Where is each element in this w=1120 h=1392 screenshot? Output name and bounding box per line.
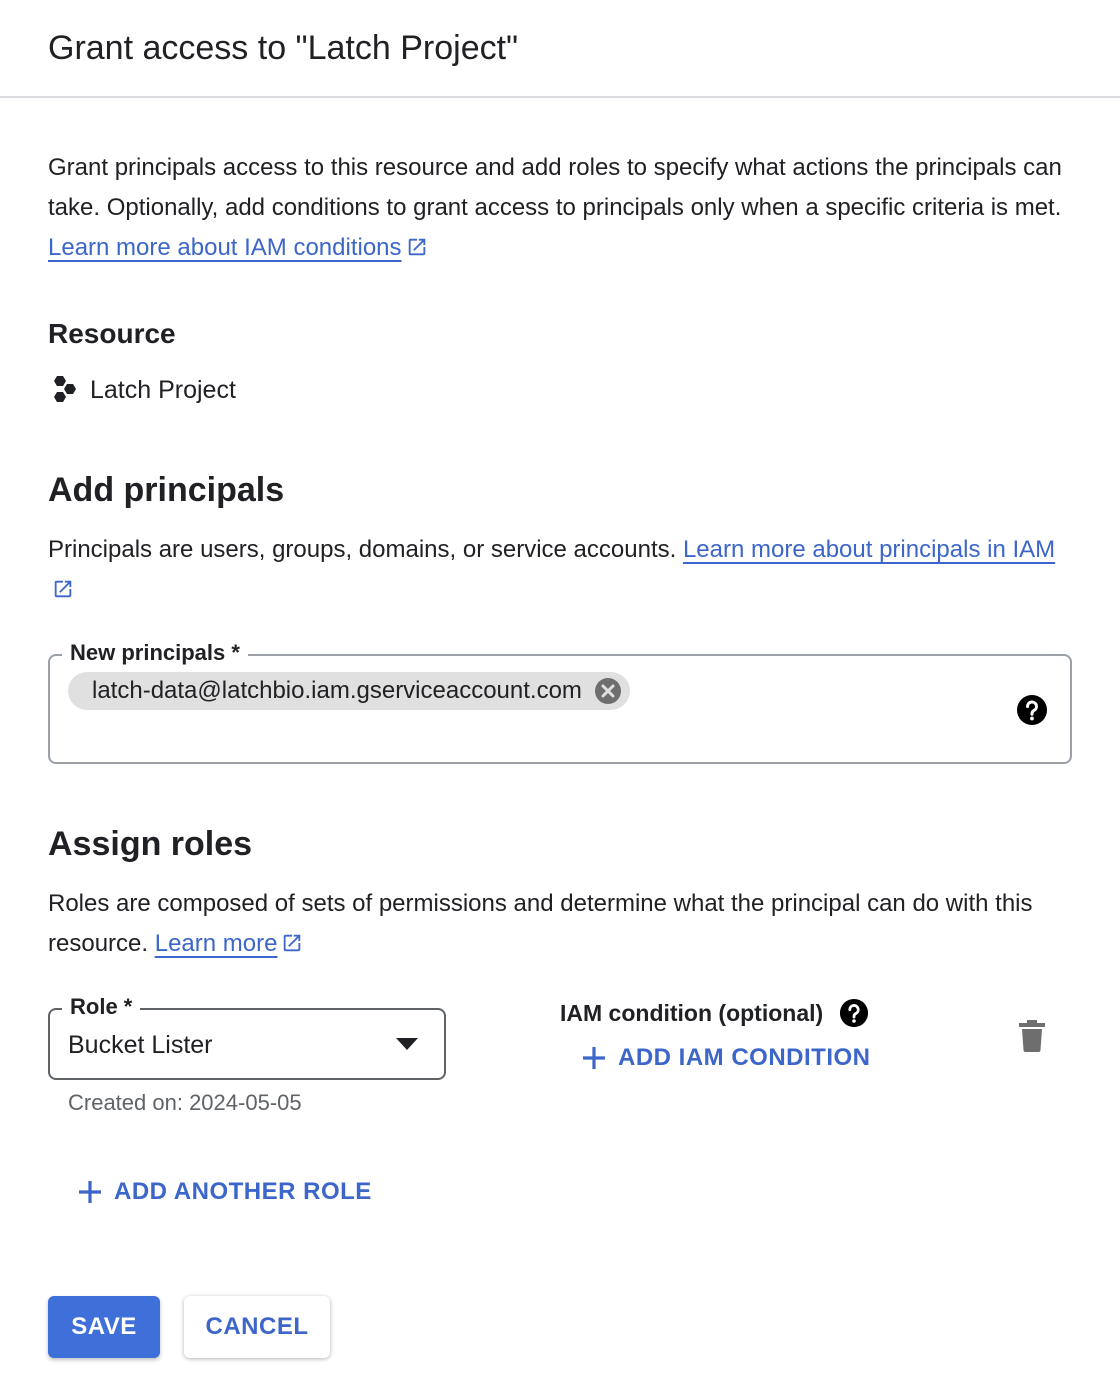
principal-chip-text: latch-data@latchbio.iam.gserviceaccount.com [92, 677, 582, 704]
add-iam-condition-button[interactable] [580, 1040, 870, 1076]
intro-text: Grant principals access to this resource and add roles to specify what actions the principals can take. Optionally, add conditions to grant access to principals only when a specific criteria is met. [48, 154, 1062, 221]
roles-learn-more-label: Learn more [154, 930, 278, 957]
external-link-icon [281, 932, 303, 954]
chip-remove-icon[interactable] [594, 677, 622, 705]
resource-row [48, 372, 236, 408]
assign-roles-heading: Assign roles [48, 825, 253, 863]
role-selected-value: Bucket Lister [68, 1031, 213, 1059]
cancel-button[interactable]: CANCEL [184, 1296, 330, 1358]
principal-chip[interactable] [68, 672, 630, 710]
help-icon[interactable] [839, 998, 869, 1028]
iam-conditions-link-label: Learn more about IAM conditions [48, 234, 402, 261]
iam-conditions-link[interactable] [48, 234, 402, 261]
dropdown-arrow-icon [396, 1038, 418, 1052]
add-another-role-button[interactable] [76, 1174, 372, 1210]
resource-heading: Resource [48, 318, 176, 349]
dialog-header [0, 0, 1120, 98]
plus-icon [76, 1178, 104, 1206]
new-principals-label: New principals * [62, 640, 248, 666]
add-principals-heading: Add principals [48, 471, 285, 509]
role-label: Role * [62, 994, 140, 1020]
add-iam-condition-label: ADD IAM CONDITION [618, 1044, 871, 1071]
roles-learn-more-link[interactable] [155, 930, 278, 957]
principals-description-text: Principals are users, groups, domains, or service accounts. [48, 536, 683, 563]
intro-paragraph [48, 148, 1068, 268]
external-link-icon [52, 578, 74, 600]
plus-icon [580, 1044, 608, 1072]
role-helper-text: Created on: 2024-05-05 [68, 1090, 302, 1115]
roles-description-text: Roles are composed of sets of permissions and determine what the principal can do with this resource. [48, 890, 1033, 957]
save-button[interactable]: SAVE [48, 1296, 160, 1358]
trash-icon[interactable] [1018, 1020, 1046, 1052]
add-another-role-label: ADD ANOTHER ROLE [114, 1178, 372, 1205]
new-principals-input[interactable] [48, 640, 1072, 764]
resource-name: Latch Project [90, 376, 236, 404]
external-link-icon [406, 236, 428, 258]
project-hexagons-icon [48, 374, 80, 406]
help-icon[interactable] [1016, 694, 1048, 726]
iam-condition-label-text: IAM condition (optional) [560, 999, 824, 1026]
role-select[interactable] [48, 994, 446, 1080]
roles-description [48, 884, 1068, 964]
iam-condition-label [560, 996, 869, 1030]
principals-iam-link[interactable] [683, 536, 1055, 563]
page-title: Grant access to "Latch Project" [48, 29, 519, 67]
principals-description [48, 530, 1068, 610]
principals-iam-link-label: Learn more about principals in IAM [682, 536, 1056, 563]
